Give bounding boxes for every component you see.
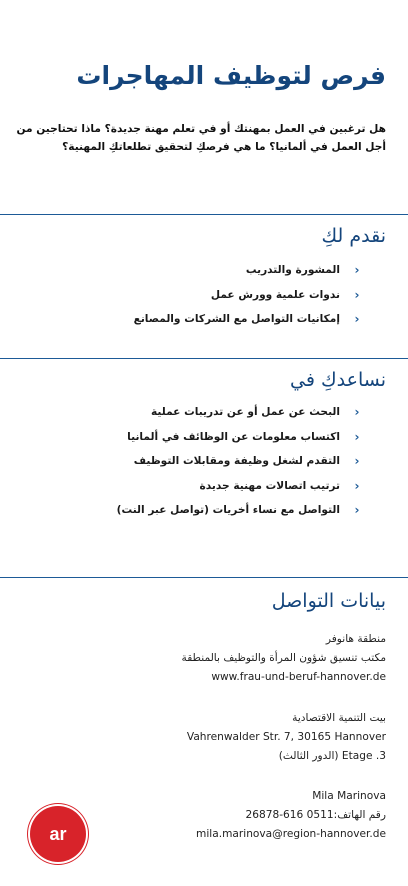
contact-line: بيت التنمية الاقتصادية bbox=[292, 712, 386, 724]
list-item: ‹ اكتساب معلومات عن الوظائف في ألمانيا bbox=[34, 425, 364, 450]
contact-street: Vahrenwalder Str. 7, 30165 Hannover bbox=[186, 731, 386, 743]
contact-line: مكتب تنسيق شؤون المرأة والتوظيف بالمنطقة bbox=[181, 652, 386, 664]
section-title-contact: بيانات التواصل bbox=[271, 590, 386, 612]
contact-region bbox=[56, 630, 386, 687]
list-item: ‹ المشورة والتدريب bbox=[34, 258, 364, 283]
section-title-help: نساعدكِ في bbox=[290, 369, 386, 391]
intro-text: هل ترغبين في العمل بمهنتك أو في تعلم مهنة جديدة؟ ماذا تحتاجين من أجل العمل في ألمانيا؟ ما هي فرصكِ لتحقيق تطلعاتكِ المهنية؟ bbox=[16, 123, 386, 153]
list-item: ‹ ندوات علمية وورش عمل bbox=[34, 283, 364, 308]
divider bbox=[0, 577, 408, 578]
divider bbox=[0, 358, 408, 359]
language-badge: ar bbox=[30, 806, 86, 862]
divider bbox=[0, 214, 408, 215]
chevron-left-icon: ‹ bbox=[354, 478, 360, 493]
chevron-left-icon: ‹ bbox=[354, 429, 360, 444]
chevron-left-icon: ‹ bbox=[354, 454, 360, 468]
contact-person bbox=[56, 787, 386, 844]
contact-website-link[interactable]: www.frau-und-beruf-hannover.de bbox=[211, 671, 386, 683]
page-title: فرص لتوظيف المهاجرات bbox=[76, 61, 386, 90]
contact-name: Mila Marinova bbox=[312, 790, 386, 802]
chevron-left-icon: ‹ bbox=[354, 405, 360, 419]
list-item: ‹ ترتيب اتصالات مهنية جديدة bbox=[34, 474, 364, 499]
chevron-left-icon: ‹ bbox=[354, 503, 360, 517]
contact-floor: 3. Etage (الدور الثالث) bbox=[278, 750, 386, 762]
contact-address bbox=[56, 709, 386, 766]
contact-phone[interactable]: رقم الهاتف:0511 616-26878 bbox=[245, 809, 386, 821]
contact-line: منطقة هانوفر bbox=[325, 633, 386, 645]
section-title-offer: نقدم لكِ bbox=[321, 225, 386, 247]
chevron-left-icon: ‹ bbox=[354, 312, 360, 326]
list-item: ‹ التواصل مع نساء أخريات (تواصل عبر النت) bbox=[34, 498, 364, 523]
offer-list bbox=[34, 258, 364, 332]
help-list bbox=[34, 400, 364, 523]
list-item: ‹ التقدم لشغل وظيفة ومقابلات التوظيف bbox=[34, 449, 364, 474]
contact-email-link[interactable]: mila.marinova@region-hannover.de bbox=[196, 828, 386, 840]
chevron-left-icon: ‹ bbox=[354, 263, 360, 277]
chevron-left-icon: ‹ bbox=[354, 287, 360, 302]
list-item: ‹ البحث عن عمل أو عن تدريبات عملية bbox=[34, 400, 364, 425]
list-item: ‹ إمكانيات التواصل مع الشركات والمصانع bbox=[34, 307, 364, 332]
